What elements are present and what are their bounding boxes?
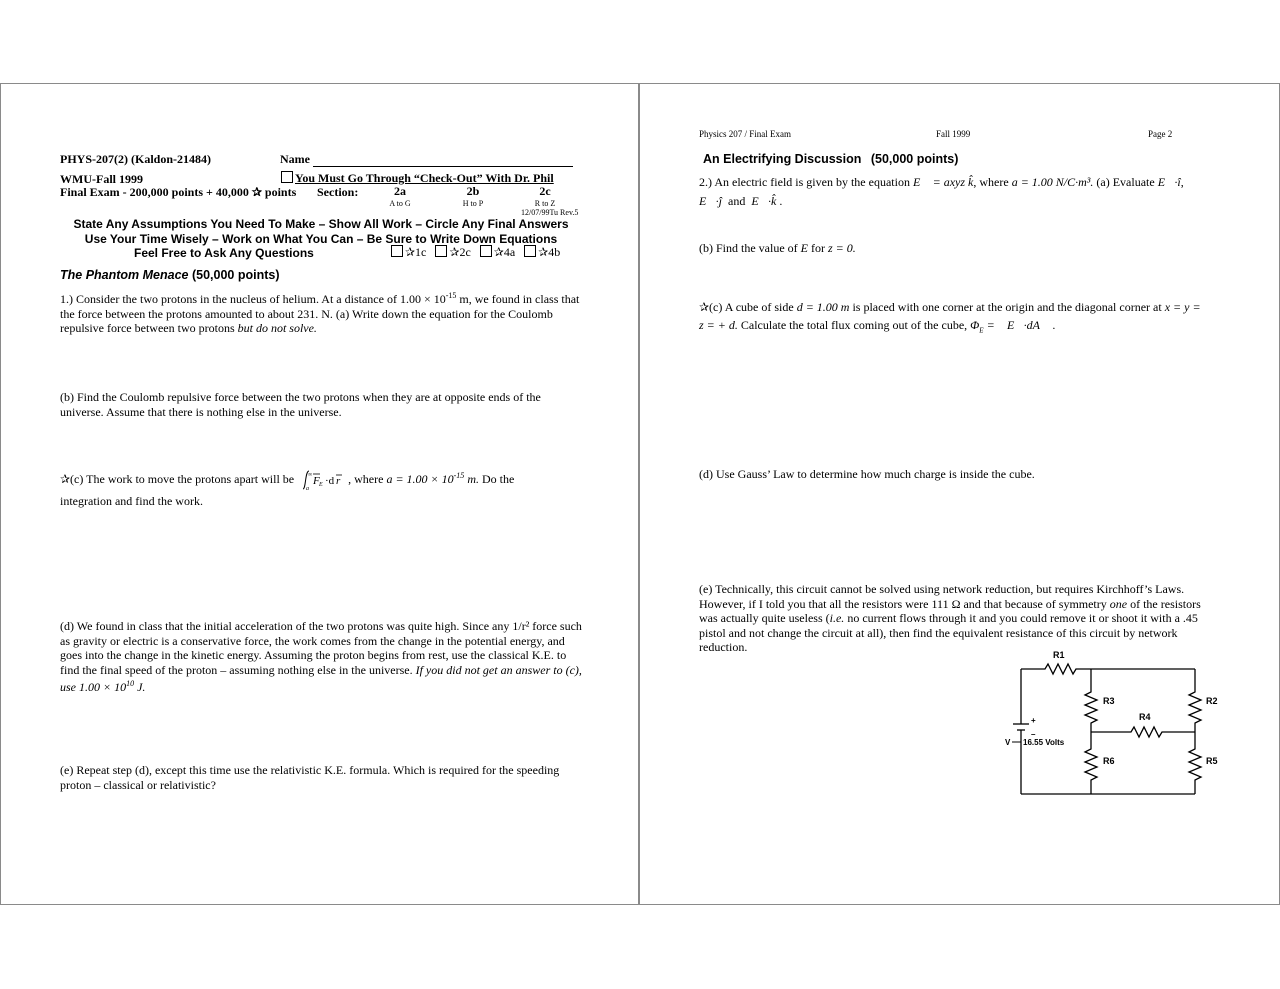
- section-2a[interactable]: [378, 184, 422, 208]
- section-range: R to Z: [534, 199, 556, 208]
- section-heading: [703, 152, 958, 166]
- section-2b[interactable]: [451, 184, 495, 208]
- plus-terminal: +: [1031, 716, 1036, 725]
- ask-questions-line: Feel Free to Ask Any Questions: [134, 246, 314, 260]
- question-1a: 1.) Consider the two protons in the nucleus of helium. At a distance of $1.00 \times 10^{-15}$ m, we found in class that the force between the protons amounted to about 231. N. (a) Write down the equation for the Coulomb repulsive force between two protons but do not solve.: [60, 291, 580, 335]
- section-code: 2a: [394, 184, 406, 198]
- section-2c[interactable]: [523, 184, 567, 208]
- exam-points: Final Exam - 200,000 points + 40,000 ✰ points: [60, 185, 297, 199]
- question-2e: (e) Technically, this circuit cannot be solved using network reduction, but requires Kirchhoff’s Laws. However, if I told you that all the resistors were 111 Ω and that because of symmetry one of the resistors was actually quite useless (i.e. no current flows through it and you could remove it or shoot it with a .45 pistol and not change the circuit at all), then find the equivalent resistance of this circuit by network reduction.: [699, 582, 1201, 654]
- star-problem-boxes[interactable]: [391, 245, 560, 260]
- name-field[interactable]: [280, 152, 573, 167]
- field-equation: E⃗ = axyz k̂: [912, 175, 974, 189]
- section-title: The Phantom Menace: [60, 268, 189, 282]
- star-checkbox[interactable]: [435, 245, 447, 257]
- question-1e: (e) Repeat step (d), except this time use the relativistic K.E. formula. Which is required for the speeding proton – classical or relativistic?: [60, 763, 560, 792]
- section-range: A to G: [389, 199, 411, 208]
- svg-text:∞: ∞: [308, 472, 313, 479]
- question-1c: ✰(c) The work to move the protons apart will be ∞ a F E ·d r , where $a = 1.00 \times 10^{-15}$ m. Do the integration and find the work.: [60, 471, 515, 509]
- svg-text:r: r: [336, 475, 341, 488]
- page-header-title: Physics 207 / Final Exam: [699, 129, 791, 139]
- checkout-text: You Must Go Through “Check-Out” With Dr. Phil: [295, 171, 554, 185]
- section-points: (50,000 points): [191, 268, 280, 282]
- section-heading: [60, 268, 280, 282]
- section-code: 2b: [466, 184, 480, 198]
- svg-text:F: F: [313, 475, 320, 488]
- page-number: Page 2: [1148, 129, 1173, 139]
- name-line[interactable]: [313, 155, 573, 167]
- checkout-checkbox[interactable]: [281, 171, 293, 183]
- section-code: 2c: [539, 184, 551, 198]
- flux-integral: $\Phi_E$ = ∮E⃗·dA⃗: [970, 318, 1050, 335]
- dot-product-i: E⃗·î: [1157, 175, 1181, 189]
- r6-label: R6: [1103, 756, 1115, 766]
- instruction-line-2: Use Your Time Wisely – Work on What You Can – Be Sure to Write Down Equations: [84, 232, 558, 246]
- r3-label: R3: [1103, 696, 1115, 706]
- svg-text:·d: ·d: [325, 475, 335, 488]
- star-checkbox[interactable]: [480, 245, 492, 257]
- exam-page-2: [639, 83, 1280, 905]
- dot-product-k: E⃗·k̂: [751, 194, 777, 208]
- star-box-label: ✰2c: [449, 245, 471, 259]
- section-points: (50,000 points): [870, 152, 959, 166]
- term-label: WMU-Fall 1999: [60, 172, 143, 186]
- section-range: H to P: [462, 199, 484, 208]
- resistor-circuit-diagram: [995, 644, 1235, 799]
- r4-label: R4: [1139, 712, 1151, 722]
- star-box-label: ✰4a: [493, 245, 516, 259]
- exam-page-1: [0, 83, 639, 905]
- r1-label: R1: [1053, 650, 1065, 660]
- question-2c: ✰(c) A cube of side d = 1.00 m is placed with one corner at the origin and the diagonal corner at x = y = z = + d. Calculate the total flux coming out of the cube, $\Phi_E$ = ∮E⃗·dA⃗ .: [699, 300, 1201, 335]
- name-label: Name: [280, 152, 310, 166]
- question-2a: 2.) An electric field is given by the equation E⃗ = axyz k̂, where a = 1.00 N/C·m³. (a) Evaluate E⃗·î, E⃗·ĵ and E⃗·k̂ .: [699, 175, 1184, 208]
- star-box-label: ✰4b: [538, 245, 561, 259]
- question-1b: (b) Find the Coulomb repulsive force between the two protons when they are at opposite ends of the universe. Assume that there is nothing else in the universe.: [60, 390, 541, 419]
- page-header-term: Fall 1999: [936, 129, 971, 139]
- star-checkbox[interactable]: [391, 245, 403, 257]
- star-box-label: ✰1c: [405, 245, 427, 259]
- voltage-label: 16.55 Volts: [1023, 738, 1065, 747]
- minus-terminal: –: [1031, 730, 1036, 739]
- svg-text:E: E: [319, 482, 323, 489]
- section-label: Section:: [317, 185, 359, 199]
- r5-label: R5: [1206, 756, 1218, 766]
- star-checkbox[interactable]: [524, 245, 536, 257]
- dot-product-j: E⃗·ĵ: [699, 194, 722, 208]
- course-id: PHYS-207(2) (Kaldon-21484): [60, 152, 211, 166]
- work-integral-icon: [297, 469, 345, 491]
- source-label: V: [1005, 738, 1011, 747]
- question-1d: (d) We found in class that the initial acceleration of the two protons was quite high. Since any 1/r² force such as gravity or electric is a conservative force, the work comes from the change in the potential energy, and goes into the change in the kinetic energy. Assuming the proton begins from rest, use the classical K.E. to find the final speed of the proton – assuming nothing else in the universe. If you did not get an answer to (c), use $1.00 \times 10^{10}$ J.: [60, 619, 582, 694]
- r2-label: R2: [1206, 696, 1218, 706]
- instruction-line-1: State Any Assumptions You Need To Make – Show All Work – Circle Any Final Answers: [73, 217, 569, 231]
- question-2b: (b) Find the value of E for z = 0.: [699, 241, 856, 255]
- section-title: An Electrifying Discussion: [703, 152, 862, 166]
- question-2d: (d) Use Gauss’ Law to determine how much charge is inside the cube.: [699, 467, 1035, 481]
- revision-stamp: 12/07/99Tu Rev.5: [521, 208, 579, 217]
- svg-text:a: a: [306, 486, 310, 492]
